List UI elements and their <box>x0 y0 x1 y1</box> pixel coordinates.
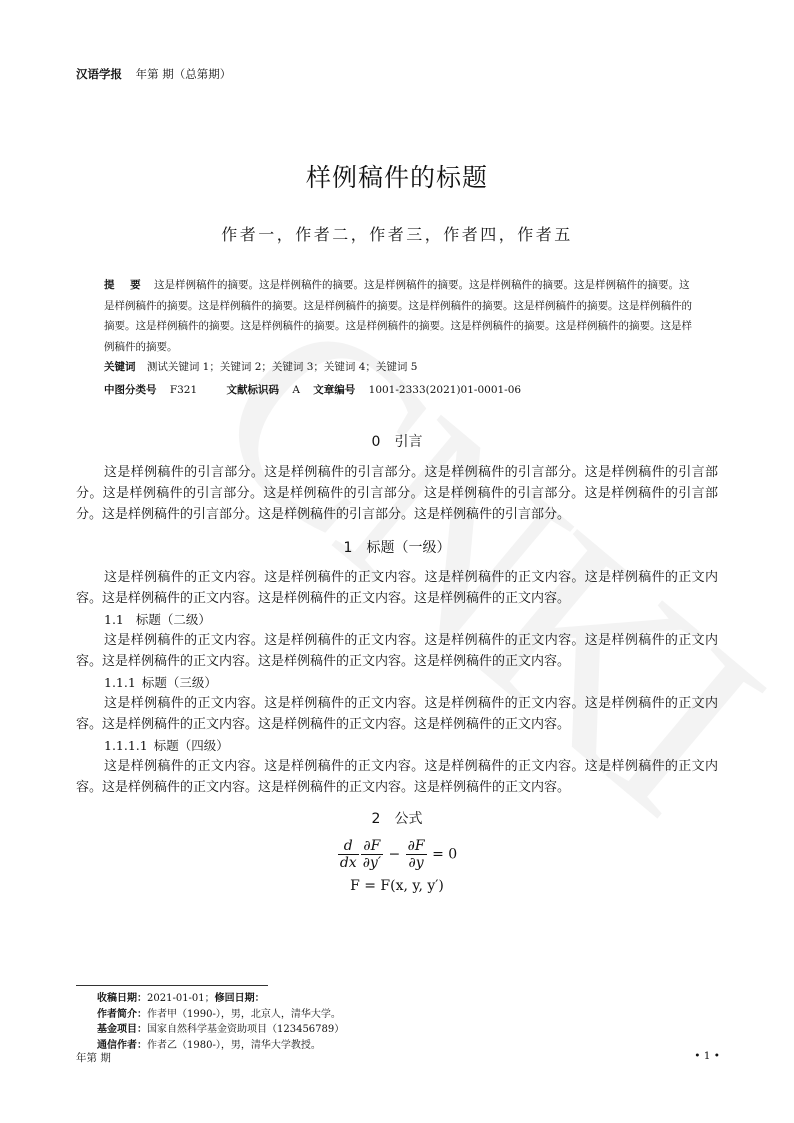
clc-value: F321 <box>169 384 198 396</box>
section-number: 0 <box>371 434 381 450</box>
section-heading-2 <box>0 808 794 828</box>
footnote-fund: 基金项目：国家自然科学基金资助项目（123456789） <box>97 1024 345 1035</box>
subsection-title: 标题（三级） <box>141 675 217 690</box>
formula-functional: F = F(x, y, y′) <box>350 878 444 894</box>
clc-label: 中图分类号 <box>104 384 157 396</box>
minus-sign: − <box>388 846 401 863</box>
section-number: 1 <box>343 540 353 556</box>
footer-issue: 年第 期 <box>76 1052 111 1064</box>
article-number-value: 1001-2333(2021)01-0001-06 <box>368 384 522 396</box>
equals-zero: = 0 <box>432 846 458 863</box>
subsection-title: 标题（二级） <box>135 612 211 627</box>
subsection-number: 1.1.1.1 <box>104 738 148 753</box>
section-title: 公式 <box>394 811 423 827</box>
classification-line <box>104 382 521 397</box>
journal-name: 汉语学报 <box>76 67 122 81</box>
doc-code-label: 文献标识码 <box>226 384 280 396</box>
subsection-1-1-1-paragraph: 这是样例稿件的正文内容。这是样例稿件的正文内容。这是样例稿件的正文内容。这是样例稿件的正文内容。这是样例稿件的正文内容。这是样例稿件的正文内容。这是样例稿件的正文内容。 <box>76 696 718 732</box>
abstract-label: 提 要 <box>104 279 147 291</box>
section-1-paragraph: 这是样例稿件的正文内容。这是样例稿件的正文内容。这是样例稿件的正文内容。这是样例稿件的正文内容。这是样例稿件的正文内容。这是样例稿件的正文内容。这是样例稿件的正文内容。 <box>76 570 718 606</box>
fraction-dF-dy-prime: $\frac{\partial F}{\partial y'}$ <box>362 838 382 871</box>
doc-code-value: A <box>292 384 300 396</box>
footnote-author: 作者简介：作者甲（1990-），男，北京人，清华大学。 <box>97 1008 341 1020</box>
footnote-corresponding: 通信作者：作者乙（1980-），男，清华大学教授。 <box>97 1039 321 1051</box>
paper-title: 样例稿件的标题 <box>305 163 488 192</box>
keywords-label: 关键词 <box>104 361 136 373</box>
fraction-dF-dy: $\frac{\partial F}{\partial y}$ <box>407 838 425 871</box>
keywords-text: 测试关键词 1；关键词 2；关键词 3；关键词 4；关键词 5 <box>146 361 418 373</box>
intro-paragraph: 这是样例稿件的引言部分。这是样例稿件的引言部分。这是样例稿件的引言部分。这是样例稿件的引言部分。这是样例稿件的引言部分。这是样例稿件的引言部分。这是样例稿件的引言部分。这是样例稿件的引言部分。这是样例稿件的引言部分。这是样例稿件的引言部分。这是样例稿件的引言部分。 <box>76 465 718 522</box>
formula-euler-lagrange <box>0 838 794 871</box>
section-heading-1 <box>0 537 794 557</box>
subsection-heading-1-1 <box>104 610 211 628</box>
footnote-received: 收稿日期：2021-01-01；修回日期： <box>97 993 265 1004</box>
subsection-1-1-1-1-paragraph: 这是样例稿件的正文内容。这是样例稿件的正文内容。这是样例稿件的正文内容。这是样例稿件的正文内容。这是样例稿件的正文内容。这是样例稿件的正文内容。这是样例稿件的正文内容。 <box>76 759 718 795</box>
section-number: 2 <box>371 811 381 827</box>
section-heading-intro <box>0 431 794 451</box>
author-list: 作者一，作者二，作者三，作者四，作者五 <box>221 225 573 244</box>
page-number: • 1 • <box>694 1050 720 1062</box>
subsection-number: 1.1 <box>104 612 124 627</box>
subsection-1-1-paragraph: 这是样例稿件的正文内容。这是样例稿件的正文内容。这是样例稿件的正文内容。这是样例稿件的正文内容。这是样例稿件的正文内容。这是样例稿件的正文内容。这是样例稿件的正文内容。 <box>76 633 718 669</box>
article-number-label: 文章编号 <box>313 384 356 396</box>
footnote-divider <box>76 985 268 986</box>
issue-info: 年第 期（总第期） <box>135 67 232 81</box>
keywords <box>104 359 417 374</box>
subsection-title: 标题（四级） <box>153 738 229 753</box>
subsection-heading-1-1-1-1 <box>104 736 229 754</box>
subsection-heading-1-1-1 <box>104 673 217 691</box>
section-title: 标题（一级） <box>366 540 451 556</box>
fraction-d-dx: $\frac{d}{dx}$ <box>339 838 357 871</box>
subsection-number: 1.1.1 <box>104 675 136 690</box>
running-header <box>76 66 231 82</box>
footnotes <box>97 991 344 1053</box>
abstract <box>104 275 696 357</box>
section-title: 引言 <box>394 434 423 450</box>
abstract-text: 这是样例稿件的摘要。这是样例稿件的摘要。这是样例稿件的摘要。这是样例稿件的摘要。这是样例稿件的摘要。这是样例稿件的摘要。这是样例稿件的摘要。这是样例稿件的摘要。这是样例稿件的摘要。这是样例稿件的摘要。这是样例稿件的摘要。这是样例稿件的摘要。这是样例稿件的摘要。这是样例稿件的摘要。这是样例稿件的摘要。这是样例稿件的摘要。这是样例稿件的摘要。 <box>104 279 692 353</box>
